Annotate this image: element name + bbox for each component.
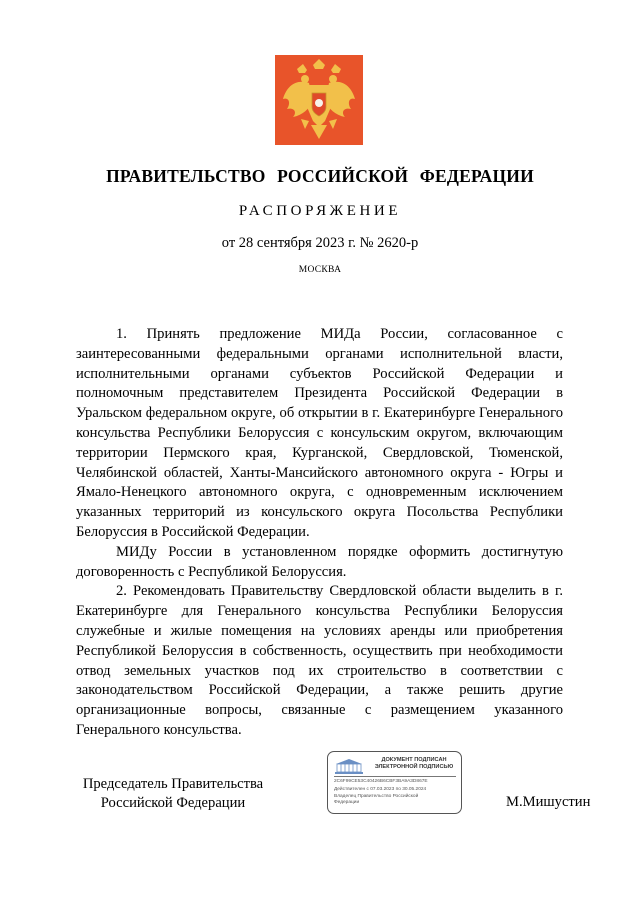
coat-of-arms-graphic bbox=[275, 55, 363, 145]
government-building-icon bbox=[334, 758, 364, 775]
stamp-heading-line: ЭЛЕКТРОННОЙ ПОДПИСЬЮ bbox=[374, 764, 454, 770]
stamp-heading bbox=[368, 757, 460, 771]
paragraph: 1. Принять предложение МИДа России, согласованное с заинтересованными федеральными органами исполнительной власти, исполнительными органами субъектов Российской Федерации и полномочным представителем Президента Российской Федерации в Уральском федеральном округе, об открытии в г. Екатеринбурге Генерального консульства Республики Белоруссия с консульским округом, включающим территории Пермского края, Курганской, Свердловской, Тюменской, Челябинской областей, Ханты-Мансийского автономного округа - Югры и Ямало-Ненецкого автономного округа, с одновременным исключением указанных территорий из консульского округа Посольства Республики Белоруссия в Российской Федерации. bbox=[76, 326, 563, 540]
stamp-owner: Владелец Правительство Российской bbox=[334, 794, 419, 799]
paragraph: МИДу России в установленном порядке оформить достигнутую договоренность с Республикой Белоруссия. bbox=[76, 543, 563, 580]
document-city: МОСКВА bbox=[298, 265, 342, 275]
stamp-divider bbox=[334, 776, 456, 777]
signatory-position bbox=[78, 775, 268, 813]
stamp-heading-line: ДОКУМЕНТ ПОДПИСАН bbox=[381, 757, 447, 763]
stamp-validity: Действителен с 07.03.2023 по 30.05.2024 bbox=[334, 787, 427, 792]
signatory-position-line: Председатель Правительства bbox=[82, 776, 264, 792]
stamp-owner: Федерации bbox=[334, 800, 360, 805]
signatory-name: М.Мишустин bbox=[506, 794, 591, 810]
document-date-number: от 28 сентября 2023 г. № 2620-р bbox=[221, 235, 419, 251]
document-type: РАСПОРЯЖЕНИЕ bbox=[238, 203, 402, 219]
signatory-position-line: Российской Федерации bbox=[100, 795, 246, 811]
document-body bbox=[76, 325, 563, 741]
issuer-title: ПРАВИТЕЛЬСТВО РОССИЙСКОЙ ФЕДЕРАЦИИ bbox=[106, 166, 534, 186]
electronic-signature-stamp bbox=[327, 751, 462, 814]
paragraph: 2. Рекомендовать Правительству Свердловской области выделить в г. Екатеринбурге для Генерального консульства Республики Белоруссия служебные и жилые помещения на условиях аренды или приобретения Республикой Белоруссия в собственность, осуществить при необходимости отвод земельных участков под их строительство в соответствии с законодательством Российской Федерации, а также решить другие организационные вопросы, связанные с размещением указанного Генерального консульства. bbox=[76, 583, 563, 738]
stamp-serial: 2C6F99CE53C40426B6CBF3BA9A3D867E bbox=[334, 779, 428, 784]
coat-of-arms-icon bbox=[275, 55, 363, 145]
